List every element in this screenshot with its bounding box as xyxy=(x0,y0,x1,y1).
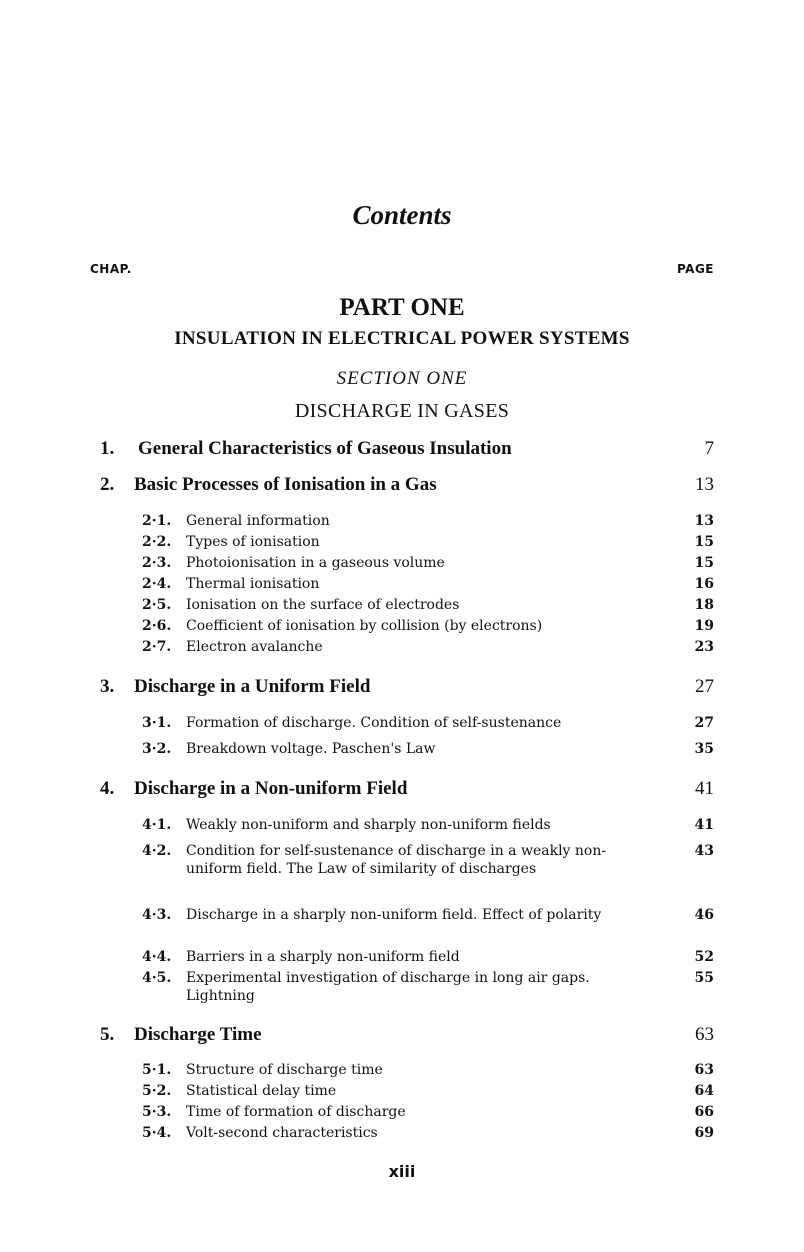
entry-page: 52 xyxy=(694,949,714,965)
entry-number: 5·2. xyxy=(142,1083,172,1099)
chapter-row xyxy=(0,676,804,702)
entry-title: Coefficient of ionisation by collision (by electrons) xyxy=(186,618,543,634)
chapter-row xyxy=(0,438,804,464)
entry-title: Ionisation on the surface of electrodes xyxy=(186,597,460,613)
entry-page: 66 xyxy=(694,1104,714,1120)
entry-page: 16 xyxy=(694,576,714,592)
entry-number: 2·6. xyxy=(142,618,172,634)
chapter-number: 1. xyxy=(100,438,115,459)
chapter-page: 13 xyxy=(695,474,714,495)
entry-number: 2·7. xyxy=(142,639,172,655)
chapter-number: 2. xyxy=(100,474,115,495)
entry-page: 15 xyxy=(694,555,714,571)
entry-page: 27 xyxy=(694,715,714,731)
entry-number: 2·1. xyxy=(142,513,172,529)
chapter-page: 27 xyxy=(695,676,714,697)
entry-title: Statistical delay time xyxy=(186,1083,337,1099)
entry-number: 2·5. xyxy=(142,597,172,613)
entry-title: Types of ionisation xyxy=(186,534,320,550)
entry-title: Volt-second characteristics xyxy=(186,1125,378,1141)
chapter-title: Discharge in a Non-uniform Field xyxy=(134,778,408,799)
entry-number: 4·2. xyxy=(142,843,172,859)
chapter-number: 3. xyxy=(100,676,115,697)
entry-title: Electron avalanche xyxy=(186,639,323,655)
chapter-title: Basic Processes of Ionisation in a Gas xyxy=(134,474,437,495)
entry-number: 3·1. xyxy=(142,715,172,731)
entry-title: Barriers in a sharply non-uniform field xyxy=(186,949,460,965)
entry-title: Condition for self-sustenance of discharge in a weakly non-uniform field. The Law of similarity of discharges xyxy=(186,843,607,877)
entry-page: 18 xyxy=(694,597,714,613)
chapter-number: 5. xyxy=(100,1024,115,1045)
chapter-title: General Characteristics of Gaseous Insulation xyxy=(138,438,512,459)
entry-page: 23 xyxy=(694,639,714,655)
entry-title: Weakly non-uniform and sharply non-uniform fields xyxy=(186,817,551,833)
entry-title: Thermal ionisation xyxy=(186,576,320,592)
chapter-page: 63 xyxy=(695,1024,714,1045)
entry-number: 3·2. xyxy=(142,741,172,757)
entry-page: 35 xyxy=(694,741,714,757)
entry-page: 63 xyxy=(694,1062,714,1078)
section-heading: SECTION ONE xyxy=(336,368,468,389)
entry-page: 19 xyxy=(694,618,714,634)
entry-title: Breakdown voltage. Paschen's Law xyxy=(186,741,436,757)
section-title: DISCHARGE IN GASES xyxy=(294,400,510,422)
entry-number: 2·2. xyxy=(142,534,172,550)
entry-number: 2·4. xyxy=(142,576,172,592)
chapter-row xyxy=(0,474,804,500)
entry-title: Photoionisation in a gaseous volume xyxy=(186,555,445,571)
chapter-row xyxy=(0,1024,804,1050)
entry-number: 5·4. xyxy=(142,1125,172,1141)
entry-number: 5·3. xyxy=(142,1104,172,1120)
chapter-row xyxy=(0,778,804,804)
entry-page: 41 xyxy=(694,817,714,833)
entry-number: 2·3. xyxy=(142,555,172,571)
entry-title: Time of formation of discharge xyxy=(186,1104,406,1120)
page-number: xiii xyxy=(388,1162,416,1181)
entry-number: 4·1. xyxy=(142,817,172,833)
entry-page: 55 xyxy=(694,970,714,986)
entry-page: 46 xyxy=(694,907,714,923)
chapter-page: 41 xyxy=(695,778,714,799)
entry-title: Formation of discharge. Condition of self-sustenance xyxy=(186,715,562,731)
entry-title: Discharge in a sharply non-uniform field. Effect of polarity xyxy=(186,907,602,923)
entry-page: 13 xyxy=(694,513,714,529)
part-subtitle: INSULATION IN ELECTRICAL POWER SYSTEMS xyxy=(174,328,630,349)
entry-number: 4·3. xyxy=(142,907,172,923)
entry-number: 4·5. xyxy=(142,970,172,986)
page-column-label: PAGE xyxy=(676,262,714,276)
part-heading: PART ONE xyxy=(339,294,465,321)
entry-page: 43 xyxy=(694,843,714,859)
entry-page: 69 xyxy=(694,1125,714,1141)
chapter-title: Discharge in a Uniform Field xyxy=(134,676,371,697)
entry-title: Experimental investigation of discharge in long air gaps. Lightning xyxy=(186,970,590,1004)
entry-title: Structure of discharge time xyxy=(186,1062,383,1078)
chapter-number: 4. xyxy=(100,778,115,799)
entry-number: 4·4. xyxy=(142,949,172,965)
entry-number: 5·1. xyxy=(142,1062,172,1078)
chapter-title: Discharge Time xyxy=(134,1024,262,1045)
chapter-page: 7 xyxy=(704,438,714,459)
entry-page: 15 xyxy=(694,534,714,550)
entry-title: General information xyxy=(186,513,330,529)
entry-page: 64 xyxy=(694,1083,714,1099)
page-title: Contents xyxy=(352,200,452,230)
chap-column-label: CHAP. xyxy=(90,262,132,276)
